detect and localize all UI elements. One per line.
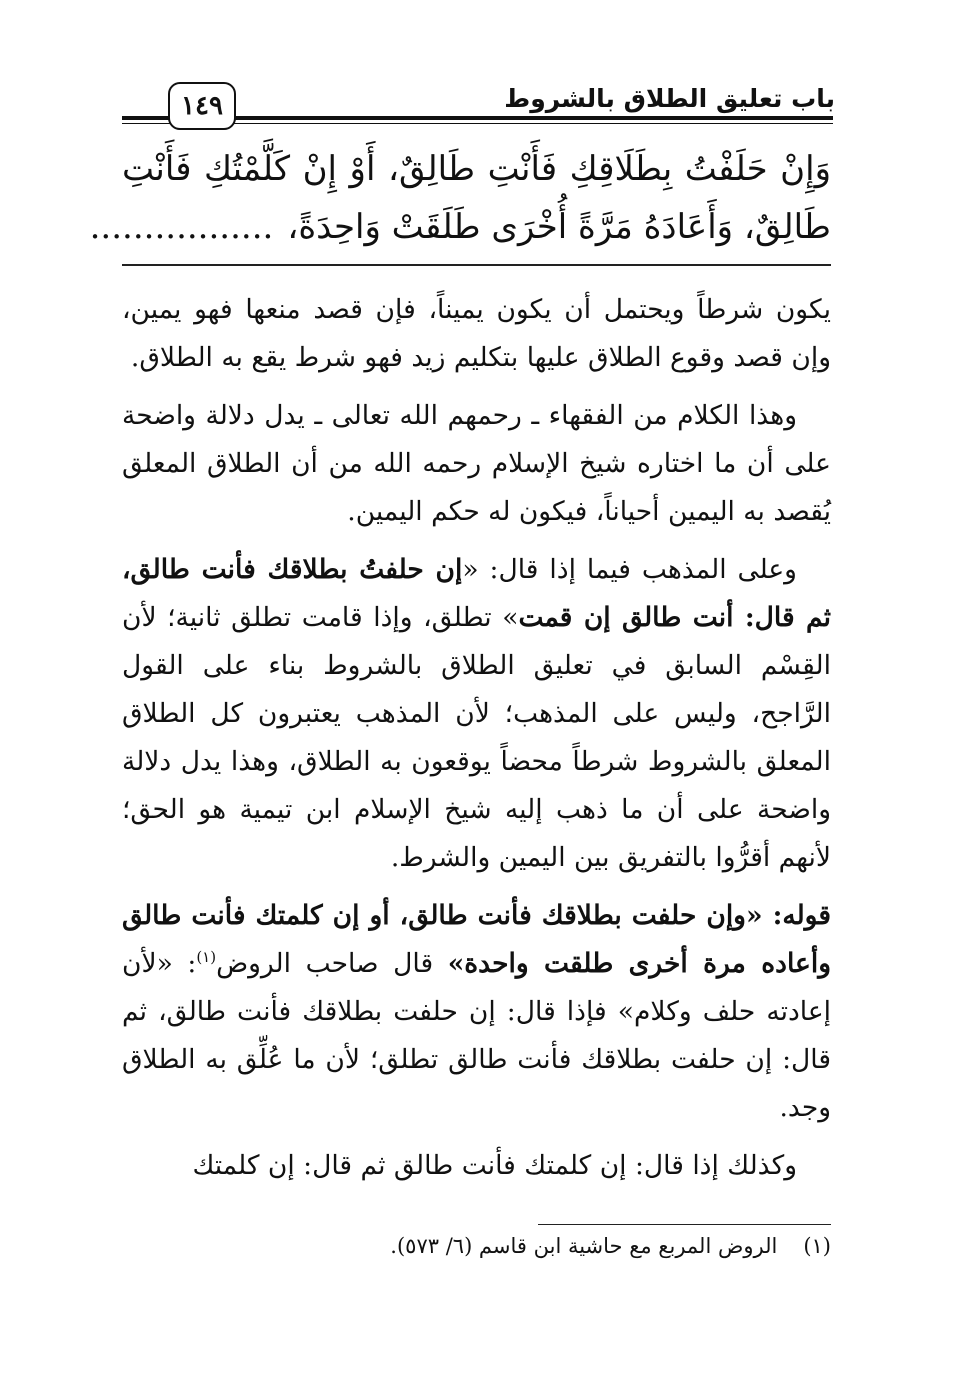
matn-line-2: [89, 198, 831, 256]
matn-line-1: وَإِنْ حَلَفْتُ بِطَلَاقِكِ فَأَنْتِ طَالِقٌ، أَوْ إِنْ كَلَّمْتُكِ فَأَنْتِ: [122, 149, 831, 189]
paragraph-2-text: وهذا الكلام من الفقهاء ـ رحمهم الله تعالى ـ يدل دلالة واضحة على أن ما اختاره شيخ الإسلام رحمه الله من أن الطلاق المعلق يُقصد به اليمين أحياناً، فيكون له حكم اليمين.: [122, 400, 831, 527]
paragraph-4-label: قوله:: [772, 900, 831, 931]
paragraph-4-text-a: قال صاحب الروض: [216, 948, 448, 979]
footnote-rule: [538, 1224, 831, 1225]
paragraph-3-bold-quote: إن حلفتُ بطلاقك فأنت طالق، ثم قال: أنت طالق إن قمت: [122, 554, 831, 633]
chapter-title: باب تعليق الطلاق بالشروط: [504, 84, 835, 113]
paragraph-3-rest: » تطلق، وإذا قامت تطلق ثانية؛ لأن القِسْم السابق في تعليق الطلاق بالشروط بناء على القول الرَّاجح، وليس على المذهب؛ لأن المذهب يعتبرون كل الطلاق المعلق بالشروط شرطاً محضاً يوقعون به الطلاق، وهذا يدل دلالة واضحة على أن ما ذهب إليه شيخ الإسلام ابن تيمية هو الحق؛ لأنهم أقرُّوا بالتفريق بين اليمين والشرط.: [122, 602, 831, 873]
paragraph-5: [122, 1142, 831, 1190]
matn-line-2-text: طَالِقٌ، وَأَعَادَهُ مَرَّةً أُخْرَى طَلَقَتْ وَاحِدَةً،: [287, 207, 831, 247]
paragraph-4-quote: «وإن حلفت بطلاقك فأنت طالق، أو إن كلمتك فأنت طالق وأعاده مرة أخرى طلقت واحدة»: [122, 900, 831, 979]
matn-dots: .................: [89, 207, 274, 247]
paragraph-1: يكون شرطاً ويحتمل أن يكون يميناً، فإن قصد منعها فهو يمين، وإن قصد وقوع الطلاق عليها بتكليم زيد فهو شرط يقع به الطلاق.: [122, 294, 831, 373]
footnote: [390, 1234, 831, 1258]
paragraph-2: [122, 392, 831, 536]
footnote-text: الروض المربع مع حاشية ابن قاسم (٦/ ٥٧٣).: [390, 1234, 778, 1258]
matn-separator: [122, 264, 831, 266]
page-number: ١٤٩: [168, 82, 236, 130]
footnote-ref[interactable]: (١): [196, 948, 217, 967]
paragraph-4-text-b: : «لأن إعادته حلف وكلام» فإذا قال: إن حلفت بطلاقك فأنت طالق، ثم قال: إن حلفت بطلاقك فأنت طالق تطلق؛ لأن ما عُلِّق به الطلاق وجد.: [122, 948, 831, 1123]
paragraph-3: [122, 546, 831, 882]
paragraph-4: [122, 892, 831, 1132]
commentary-body: [122, 286, 831, 1190]
paragraph-5-text: وكذلك إذا قال: إن كلمتك فأنت طالق ثم قال: إن كلمتك: [192, 1150, 797, 1181]
paragraph-3-intro: وعلى المذهب فيما إذا قال: «: [462, 554, 797, 585]
footnote-number: (١): [803, 1234, 831, 1258]
matn-text: [89, 140, 831, 256]
